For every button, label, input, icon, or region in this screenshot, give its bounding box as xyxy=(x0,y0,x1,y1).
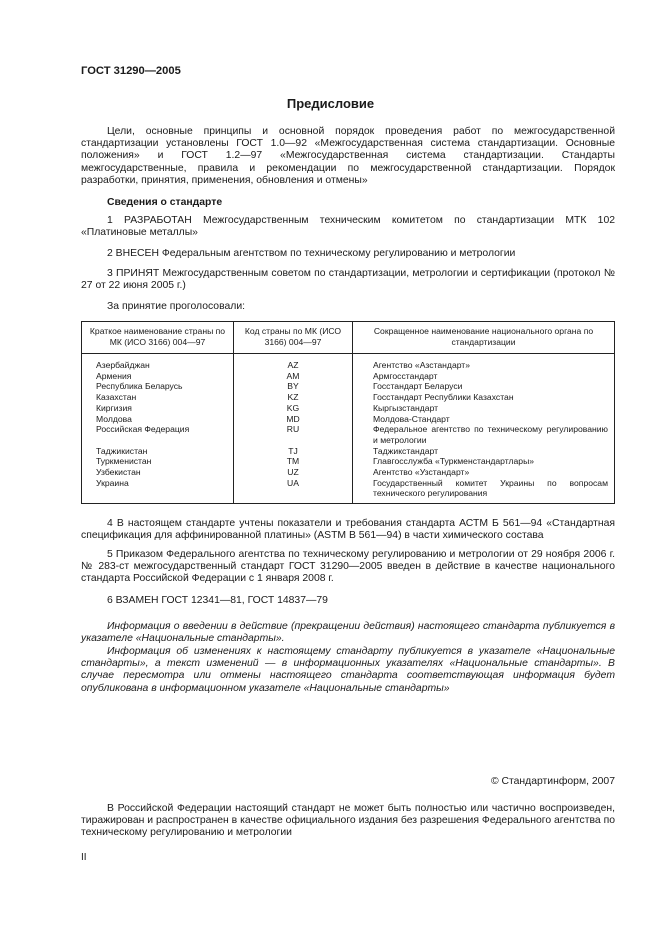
table-row xyxy=(82,381,615,392)
country-name-cell: Республика Беларусь xyxy=(82,381,234,392)
header-country-code: Код страны по МК (ИСО 3166) 004—97 xyxy=(234,322,353,354)
standards-body-cell: Главгосслужба «Туркменстандартлары» xyxy=(353,456,615,467)
intro-paragraph: Цели, основные принципы и основной порядок проведения работ по межгосударственной стандартизации установлены ГОСТ 1.0—92 «Межгосударственная система стандартизации. Основные положения» и ГОСТ 1.2—97 «Межгосударственная система стандартизации. Стандарты межгосударственные, правила и рекомендации по межгосударственной стандартизации. Порядок разработки, принятия, применения, обновления и отмены» xyxy=(81,126,615,186)
header-standards-body: Сокращенное наименование национального органа по стандартизации xyxy=(353,322,615,354)
standards-body-cell: Госстандарт Республики Казахстан xyxy=(353,392,615,403)
table-row xyxy=(82,354,615,371)
table-row xyxy=(82,371,615,382)
country-name-cell: Киргизия xyxy=(82,403,234,414)
item-4-astm: 4 В настоящем стандарте учтены показатели и требования стандарта АСТМ Б 561—94 «Стандартная спецификация для аффинированной платины» (ASTM B 561—94) в части химического состава xyxy=(81,518,615,542)
table-row xyxy=(82,403,615,414)
table-row xyxy=(82,456,615,467)
info-paragraph-introduction: Информация о введении в действие (прекращении действия) настоящего стандарта публикуется в указателе «Национальные стандарты». xyxy=(81,621,615,645)
standards-body-cell: Агентство «Азстандарт» xyxy=(353,354,615,371)
country-code-cell: UZ xyxy=(234,467,353,478)
standards-body-cell: Государственный комитет Украины по вопросам технического регулирования xyxy=(353,478,615,504)
standards-body-cell: Кыргызстандарт xyxy=(353,403,615,414)
table-header-row xyxy=(82,322,615,354)
country-code-cell: KG xyxy=(234,403,353,414)
country-name-cell: Украина xyxy=(82,478,234,504)
table-row xyxy=(82,446,615,457)
country-code-cell: BY xyxy=(234,381,353,392)
document-number-header: ГОСТ 31290—2005 xyxy=(81,65,181,77)
standards-body-cell: Молдова-Стандарт xyxy=(353,414,615,425)
country-code-cell: RU xyxy=(234,424,353,445)
header-country-name: Краткое наименование страны по МК (ИСО 3166) 004—97 xyxy=(82,322,234,354)
page-number: II xyxy=(81,852,87,863)
table-body xyxy=(82,354,615,504)
country-code-cell: AM xyxy=(234,371,353,382)
item-6-replaces: 6 ВЗАМЕН ГОСТ 12341—81, ГОСТ 14837—79 xyxy=(107,595,328,606)
table-row xyxy=(82,392,615,403)
voted-label: За принятие проголосовали: xyxy=(107,301,246,312)
table-row xyxy=(82,424,615,445)
item-2-introduced: 2 ВНЕСЕН Федеральным агентством по техническому регулированию и метрологии xyxy=(107,248,516,259)
table-row xyxy=(82,467,615,478)
item-1-developed: 1 РАЗРАБОТАН Межгосударственным техническим комитетом по стандартизации МТК 102 «Платиновые металлы» xyxy=(81,215,615,239)
country-code-cell: UA xyxy=(234,478,353,504)
page-title: Предисловие xyxy=(286,96,375,111)
item-3-adopted: 3 ПРИНЯТ Межгосударственным советом по стандартизации, метрологии и сертификации (протокол № 27 от 22 июня 2005 г.) xyxy=(81,268,615,292)
country-code-cell: TM xyxy=(234,456,353,467)
country-name-cell: Молдова xyxy=(82,414,234,425)
standards-body-cell: Армгосстандарт xyxy=(353,371,615,382)
table-row xyxy=(82,478,615,504)
rights-notice: В Российской Федерации настоящий стандарт не может быть полностью или частично воспроизведен, тиражирован и распространен в качестве официального издания без разрешения Федерального агентства по техническому регулированию и метрологии xyxy=(81,803,615,839)
standards-body-cell: Таджикстандарт xyxy=(353,446,615,457)
country-name-cell: Туркменистан xyxy=(82,456,234,467)
table-row xyxy=(82,414,615,425)
country-name-cell: Российская Федерация xyxy=(82,424,234,445)
standards-body-cell: Госстандарт Беларуси xyxy=(353,381,615,392)
info-paragraph-changes: Информация об изменениях к настоящему стандарту публикуется в указателе «Национальные стандарты», а текст изменений — в информационных указателях «Национальные стандарты». В случае пересмотра или отмены настоящего стандарта соответствующая информация будет опубликована в информационном указателе «Национальные стандарты» xyxy=(81,646,615,694)
standards-body-cell: Федеральное агентство по техническому регулированию и метрологии xyxy=(353,424,615,445)
country-code-cell: TJ xyxy=(234,446,353,457)
country-code-cell: AZ xyxy=(234,354,353,371)
country-name-cell: Армения xyxy=(82,371,234,382)
copyright-line: © Стандартинформ, 2007 xyxy=(490,776,615,787)
country-name-cell: Азербайджан xyxy=(82,354,234,371)
country-name-cell: Таджикистан xyxy=(82,446,234,457)
standards-body-cell: Агентство «Узстандарт» xyxy=(353,467,615,478)
country-code-cell: MD xyxy=(234,414,353,425)
country-code-cell: KZ xyxy=(234,392,353,403)
item-5-order: 5 Приказом Федерального агентства по техническому регулированию и метрологии от 29 ноября 2006 г. № 283-ст межгосударственный стандарт ГОСТ 31290—2005 введен в действие в качестве национального стандарта Российской Федерации с 1 января 2008 г. xyxy=(81,549,615,585)
section-heading: Сведения о стандарте xyxy=(107,197,223,208)
country-name-cell: Казахстан xyxy=(82,392,234,403)
voting-countries-table xyxy=(81,321,615,504)
country-name-cell: Узбекистан xyxy=(82,467,234,478)
